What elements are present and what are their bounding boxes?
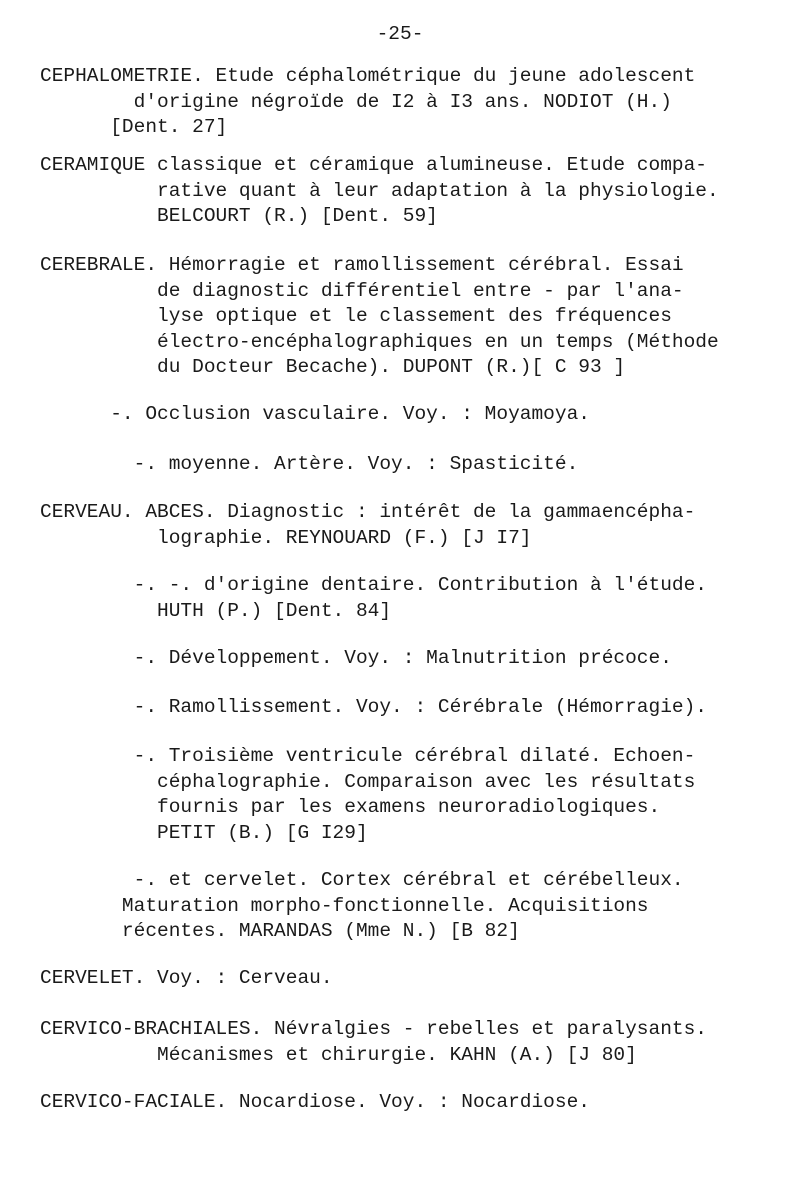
entry-line: CERVEAU. ABCES. Diagnostic : intérêt de la gammaencépha-	[40, 501, 696, 523]
entry-line: CEPHALOMETRIE. Etude céphalométrique du jeune adolescent	[40, 65, 696, 87]
entry-line: céphalographie. Comparaison avec les résultats	[40, 770, 696, 793]
entry-line: -. Occlusion vasculaire. Voy. : Moyamoya.	[40, 403, 590, 425]
index-entry-cervelet-cortex	[40, 868, 770, 945]
index-entry-moyenne	[40, 452, 770, 478]
entry-line: lographie. REYNOUARD (F.) [J I7]	[40, 526, 532, 549]
entry-line: Mécanismes et chirurgie. KAHN (A.) [J 80]	[40, 1043, 637, 1066]
index-entry-origine-dentaire	[40, 573, 770, 624]
index-entry-ramollissement	[40, 695, 770, 721]
entry-line: lyse optique et le classement des fréquences	[40, 305, 672, 327]
index-entry-developpement	[40, 646, 770, 672]
index-entry-troisieme-ventricule	[40, 744, 770, 846]
entry-line: CERVICO-BRACHIALES. Névralgies - rebelles et paralysants.	[40, 1018, 708, 1040]
entry-line: -. -. d'origine dentaire. Contribution à l'étude.	[40, 574, 708, 596]
index-entry-cerebrale	[40, 253, 770, 381]
index-entry-occlusion	[40, 402, 770, 428]
entry-line: -. Développement. Voy. : Malnutrition précoce.	[40, 647, 672, 669]
entry-line: PETIT (B.) [G I29]	[40, 821, 368, 844]
entry-line: -. et cervelet. Cortex cérébral et cérébelleux.	[40, 869, 684, 891]
entry-line: CEREBRALE. Hémorragie et ramollissement cérébral. Essai	[40, 254, 684, 276]
page-number: -25-	[376, 23, 424, 45]
entry-line: rative quant à leur adaptation à la physiologie.	[40, 179, 719, 202]
entry-line: de diagnostic différentiel entre - par l'ana-	[40, 279, 684, 302]
entry-line: CERVELET. Voy. : Cerveau.	[40, 967, 333, 989]
entry-line: BELCOURT (R.) [Dent. 59]	[40, 205, 438, 227]
entry-line: fournis par les examens neuroradiologiques.	[40, 796, 661, 818]
index-entry-cervelet	[40, 966, 770, 992]
entry-line: d'origine négroïde de I2 à I3 ans. NODIOT (H.)	[40, 90, 672, 113]
entry-line: HUTH (P.) [Dent. 84]	[40, 599, 392, 622]
entry-line: récentes. MARANDAS (Mme N.) [B 82]	[40, 920, 520, 942]
entry-line: CERAMIQUE classique et céramique alumineuse. Etude compa-	[40, 154, 708, 176]
entry-line: -. moyenne. Artère. Voy. : Spasticité.	[40, 453, 579, 475]
index-entry-ceramique	[40, 153, 770, 230]
index-entry-cerveau	[40, 500, 770, 551]
entry-line: électro-encéphalographiques en un temps (Méthode	[40, 330, 719, 353]
entry-line: -. Ramollissement. Voy. : Cérébrale (Hémorragie).	[40, 696, 708, 718]
index-entry-cervico-faciale	[40, 1090, 770, 1116]
entry-line: [Dent. 27]	[40, 116, 228, 138]
index-entry-cephalometrie	[40, 64, 770, 141]
entry-line: CERVICO-FACIALE. Nocardiose. Voy. : Nocardiose.	[40, 1091, 590, 1113]
entry-line: -. Troisième ventricule cérébral dilaté. Echoen-	[40, 745, 696, 767]
index-entry-cervico-brachiales	[40, 1017, 770, 1068]
entry-line: Maturation morpho-fonctionnelle. Acquisitions	[40, 894, 649, 917]
entry-line: du Docteur Becache). DUPONT (R.)[ C 93 ]	[40, 356, 626, 378]
